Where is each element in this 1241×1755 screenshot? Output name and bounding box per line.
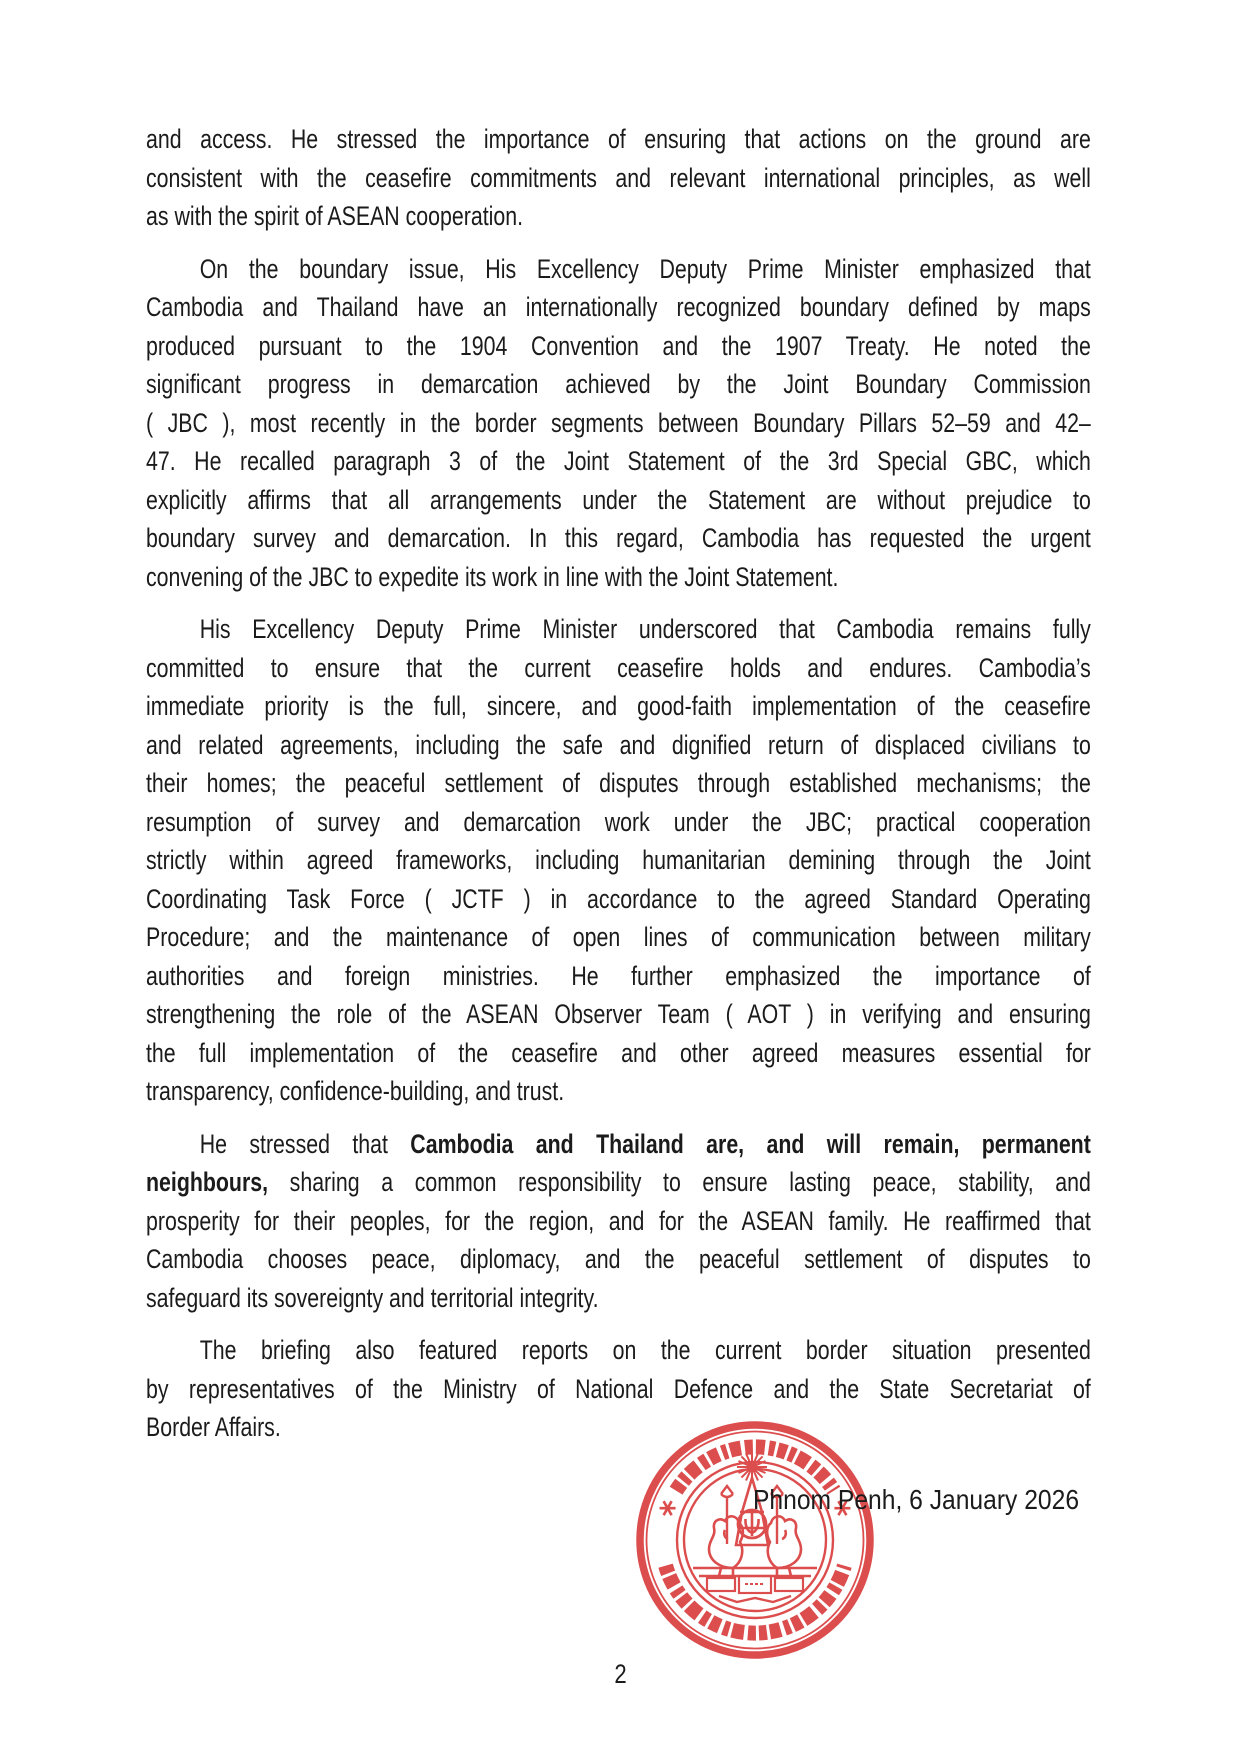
text-line bbox=[146, 327, 1091, 366]
text-run: prosperity for their peoples, for the region, and for the ASEAN family. He reaffirmed that bbox=[146, 1205, 1091, 1236]
text-line bbox=[146, 726, 1091, 765]
text-line bbox=[146, 519, 1091, 558]
text-line bbox=[146, 803, 1091, 842]
text-run: strengthening the role of the ASEAN Observer Team ( AOT ) in verifying and ensuring bbox=[146, 999, 1091, 1029]
text-run: boundary survey and demarcation. In this regard, Cambodia has requested the urgent bbox=[146, 523, 1091, 553]
text-line bbox=[146, 1163, 1091, 1202]
text-run: Coordinating Task Force ( JCTF ) in accordance to the agreed Standard Operating bbox=[146, 883, 1091, 914]
paragraph bbox=[146, 1331, 1091, 1447]
text-run: 47. He recalled paragraph 3 of the Joint Statement of the 3rd Special GBC, which bbox=[146, 446, 1091, 476]
text-run: Cambodia chooses peace, diplomacy, and the peaceful settlement of disputes to bbox=[146, 1244, 1091, 1274]
text-line bbox=[146, 1331, 1091, 1370]
text-line bbox=[146, 918, 1091, 957]
text-line bbox=[146, 649, 1091, 688]
paragraph bbox=[146, 250, 1091, 597]
text-line bbox=[146, 250, 1091, 289]
text-run: Border Affairs. bbox=[146, 1412, 281, 1442]
document-body bbox=[146, 120, 1091, 1461]
text-run: safeguard its sovereignty and territorial integrity. bbox=[146, 1282, 599, 1313]
text-line bbox=[146, 404, 1091, 443]
text-line bbox=[146, 159, 1091, 198]
text-run: His Excellency Deputy Prime Minister underscored that Cambodia remains fully bbox=[199, 614, 1091, 644]
text-run: Procedure; and the maintenance of open lines of communication between military bbox=[146, 922, 1091, 952]
text-line bbox=[146, 880, 1091, 919]
text-run: committed to ensure that the current ceasefire holds and endures. Cambodia’s bbox=[146, 652, 1091, 683]
text-run: consistent with the ceasefire commitments and relevant international principles, as well bbox=[146, 162, 1091, 193]
text-line bbox=[146, 1240, 1091, 1279]
text-line bbox=[146, 1034, 1091, 1073]
text-line bbox=[146, 610, 1091, 649]
asterisk-separator-left bbox=[660, 1501, 676, 1515]
text-run: produced pursuant to the 1904 Convention and the 1907 Treaty. He noted the bbox=[146, 330, 1091, 361]
text-line bbox=[146, 687, 1091, 726]
text-line bbox=[146, 288, 1091, 327]
text-run: Cambodia and Thailand have an internationally recognized boundary defined by maps bbox=[146, 292, 1091, 322]
text-run: immediate priority is the full, sincere, and good-faith implementation of the ceasefire bbox=[146, 691, 1091, 721]
text-line bbox=[146, 1279, 1091, 1318]
text-line bbox=[146, 957, 1091, 996]
bold-text-run: Cambodia and Thailand are, and will remain, permanent bbox=[410, 1128, 1091, 1159]
text-line bbox=[146, 120, 1091, 159]
text-run: convening of the JBC to expedite its work in line with the Joint Statement. bbox=[146, 561, 839, 592]
text-line bbox=[146, 558, 1091, 597]
date-line bbox=[753, 1484, 1079, 1516]
text-run: as with the spirit of ASEAN cooperation. bbox=[146, 201, 524, 231]
text-line bbox=[146, 1202, 1091, 1241]
paragraph bbox=[146, 1125, 1091, 1318]
text-line bbox=[146, 197, 1091, 236]
text-line bbox=[146, 365, 1091, 404]
text-run: On the boundary issue, His Excellency Deputy Prime Minister emphasized that bbox=[199, 253, 1091, 284]
text-run: and access. He stressed the importance of ensuring that actions on the ground are bbox=[146, 124, 1091, 154]
paragraph bbox=[146, 120, 1091, 236]
text-run: sharing a common responsibility to ensure lasting peace, stability, and bbox=[268, 1167, 1091, 1197]
page-number-text: 2 bbox=[614, 1659, 627, 1689]
text-line bbox=[146, 1125, 1091, 1164]
text-run: The briefing also featured reports on the current border situation presented bbox=[199, 1335, 1091, 1365]
bold-text-run: neighbours, bbox=[146, 1167, 269, 1197]
text-line bbox=[146, 841, 1091, 880]
paragraph bbox=[146, 610, 1091, 1111]
text-run: ( JBC ), most recently in the border segments between Boundary Pillars 52–59 and 42– bbox=[146, 407, 1091, 438]
text-line bbox=[146, 1408, 1091, 1447]
text-run: the full implementation of the ceasefire and other agreed measures essential for bbox=[146, 1037, 1091, 1068]
text-run: resumption of survey and demarcation work under the JBC; practical cooperation bbox=[146, 806, 1091, 837]
text-run: and related agreements, including the safe and dignified return of displaced civilians to bbox=[146, 729, 1091, 760]
text-line bbox=[146, 1370, 1091, 1409]
text-line bbox=[146, 481, 1091, 520]
text-run: explicitly affirms that all arrangements under the Statement are without prejudice to bbox=[146, 484, 1091, 515]
text-run: their homes; the peaceful settlement of disputes through established mechanisms; the bbox=[146, 768, 1091, 798]
text-line bbox=[146, 1072, 1091, 1111]
date-text: Phnom Penh, 6 January 2026 bbox=[753, 1484, 1080, 1515]
text-line bbox=[146, 442, 1091, 481]
text-run: He stressed that bbox=[199, 1128, 411, 1159]
text-line bbox=[146, 764, 1091, 803]
text-run: significant progress in demarcation achieved by the Joint Boundary Commission bbox=[146, 369, 1091, 399]
text-run: transparency, confidence-building, and trust. bbox=[146, 1076, 565, 1106]
page-number bbox=[112, 1659, 1130, 1690]
text-run: authorities and foreign ministries. He further emphasized the importance of bbox=[146, 960, 1091, 991]
text-run: by representatives of the Ministry of National Defence and the State Secretariat of bbox=[146, 1373, 1091, 1404]
text-line bbox=[146, 995, 1091, 1034]
text-run: strictly within agreed frameworks, including humanitarian demining through the Joint bbox=[146, 845, 1091, 875]
